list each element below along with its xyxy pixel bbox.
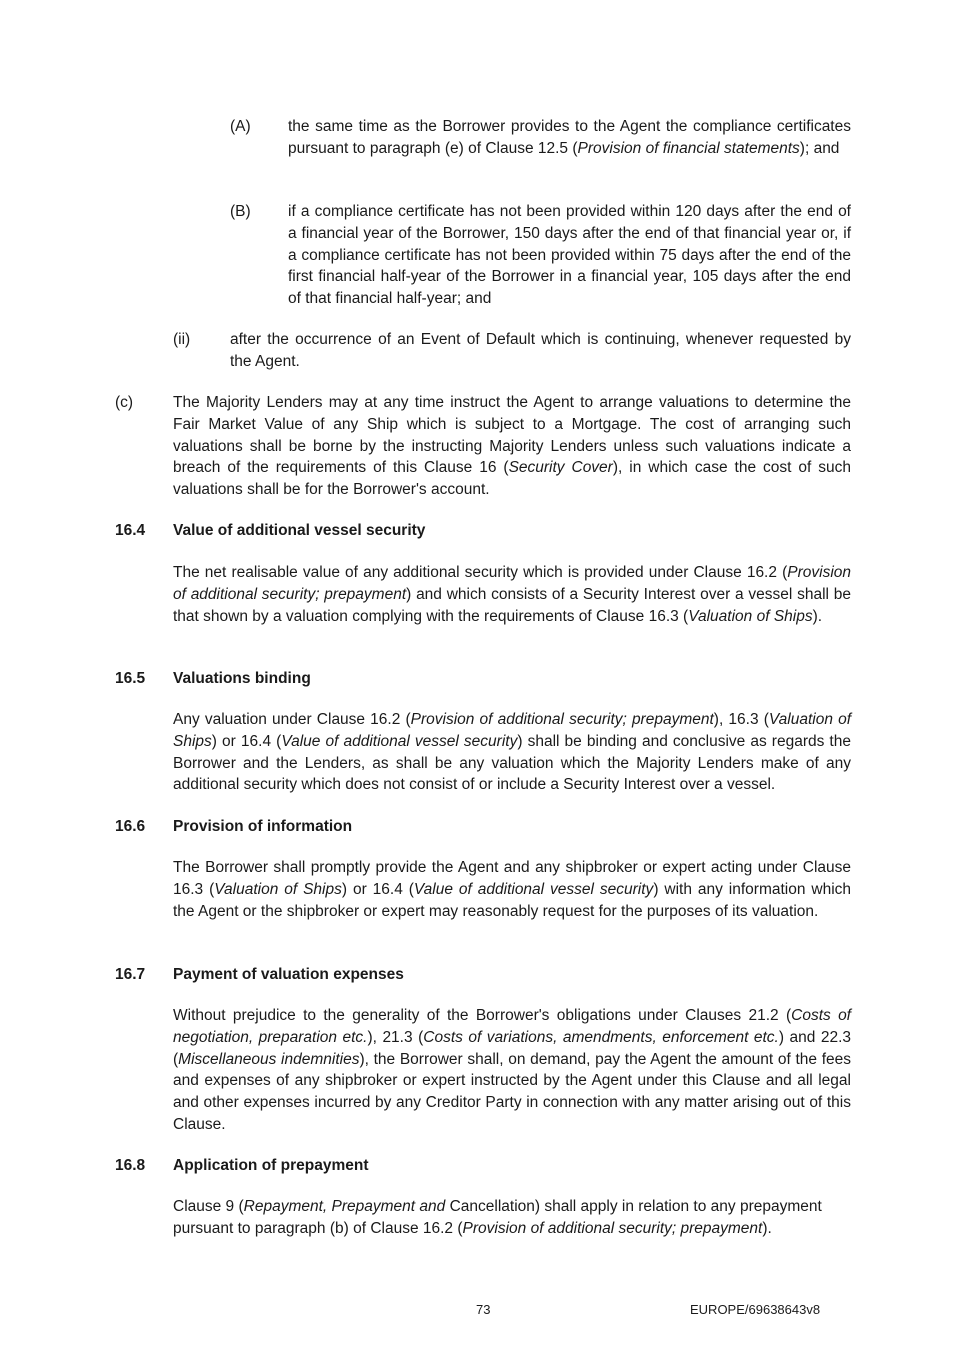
section-number-16-7: 16.7 (115, 966, 146, 983)
section-number-16-8: 16.8 (115, 1157, 146, 1174)
item-A-text: the same time as the Borrower provides to the Agent the compliance certificates pursuant to paragraph (e) of Clause 12.5 (Provision of financial statements); and (288, 118, 851, 157)
section-number-16-6: 16.6 (115, 818, 146, 835)
document-reference: EUROPE/69638643v8 (690, 1302, 821, 1317)
section-title-16-7: Payment of valuation expenses (173, 966, 404, 983)
section-body-16-5: Any valuation under Clause 16.2 (Provision of additional security; prepayment), 16.3 (Valuation of Ships) or 16.4 (Value of additional vessel security) shall be binding and conclusive as regards the Borrower and the Lenders, as shall be any valuation which the Majority Lenders make of any additional security which does not consist of or include a Security Interest over a vessel. (173, 711, 851, 794)
section-title-16-8: Application of prepayment (173, 1157, 369, 1174)
section-number-16-5: 16.5 (115, 670, 146, 687)
item-label-c: (c) (115, 394, 134, 411)
section-body-16-7: Without prejudice to the generality of the Borrower's obligations under Clauses 21.2 (Costs of negotiation, preparation etc.), 21.3 (Costs of variations, amendments, enforcement etc.) and 22.3 (Miscellaneous indemnities), the Borrower shall, on demand, pay the Agent the amount of the fees and expenses of any shipbroker or expert instructed by the Agent under this Clause and all legal and other expenses incurred by any Creditor Party in connection with any matter arising out of this Clause. (173, 1007, 852, 1133)
section-title-16-6: Provision of information (173, 818, 353, 835)
item-B-text: if a compliance certificate has not been provided within 120 days after the end of a financial year of the Borrower, 150 days after the end of that financial year or, if a compliance certificate has not been provided within 75 days after the end of the first financial half-year of the Borrower in a financial year, 105 days after the end of that financial half-year; and (288, 203, 851, 308)
section-body-16-6: The Borrower shall promptly provide the Agent and any shipbroker or expert acting under Clause 16.3 (Valuation of Ships) or 16.4 (Value of additional vessel security) with any information which the Agent or the shipbroker or expert may reasonably request for the purposes of its valuation. (173, 859, 852, 920)
item-label-A: (A) (230, 118, 251, 135)
item-ii-text: after the occurrence of an Event of Default which is continuing, whenever requested by the Agent. (230, 331, 851, 370)
section-title-16-4: Value of additional vessel security (173, 522, 426, 539)
section-body-16-8: Clause 9 (Repayment, Prepayment and Cancellation) shall apply in relation to any prepayment pursuant to paragraph (b) of Clause 16.2 (Provision of additional security; prepayment). (173, 1198, 822, 1237)
item-label-ii: (ii) (173, 331, 191, 348)
section-body-16-4: The net realisable value of any additional security which is provided under Clause 16.2 (Provision of additional security; prepayment) and which consists of a Security Interest over a vessel shall be that shown by a valuation complying with the requirements of Clause 16.3 (Valuation of Ships). (173, 564, 851, 625)
item-c-text: The Majority Lenders may at any time instruct the Agent to arrange valuations to determine the Fair Market Value of any Ship which is subject to a Mortgage. The cost of arranging such valuations shall be borne by the instructing Majority Lenders unless such valuations indicate a breach of the requirements of this Clause 16 (Security Cover), in which case the cost of such valuations shall be for the Borrower's account. (173, 394, 851, 499)
section-number-16-4: 16.4 (115, 522, 146, 539)
page-number: 73 (476, 1302, 491, 1317)
section-title-16-5: Valuations binding (173, 670, 311, 687)
item-label-B: (B) (230, 203, 251, 220)
